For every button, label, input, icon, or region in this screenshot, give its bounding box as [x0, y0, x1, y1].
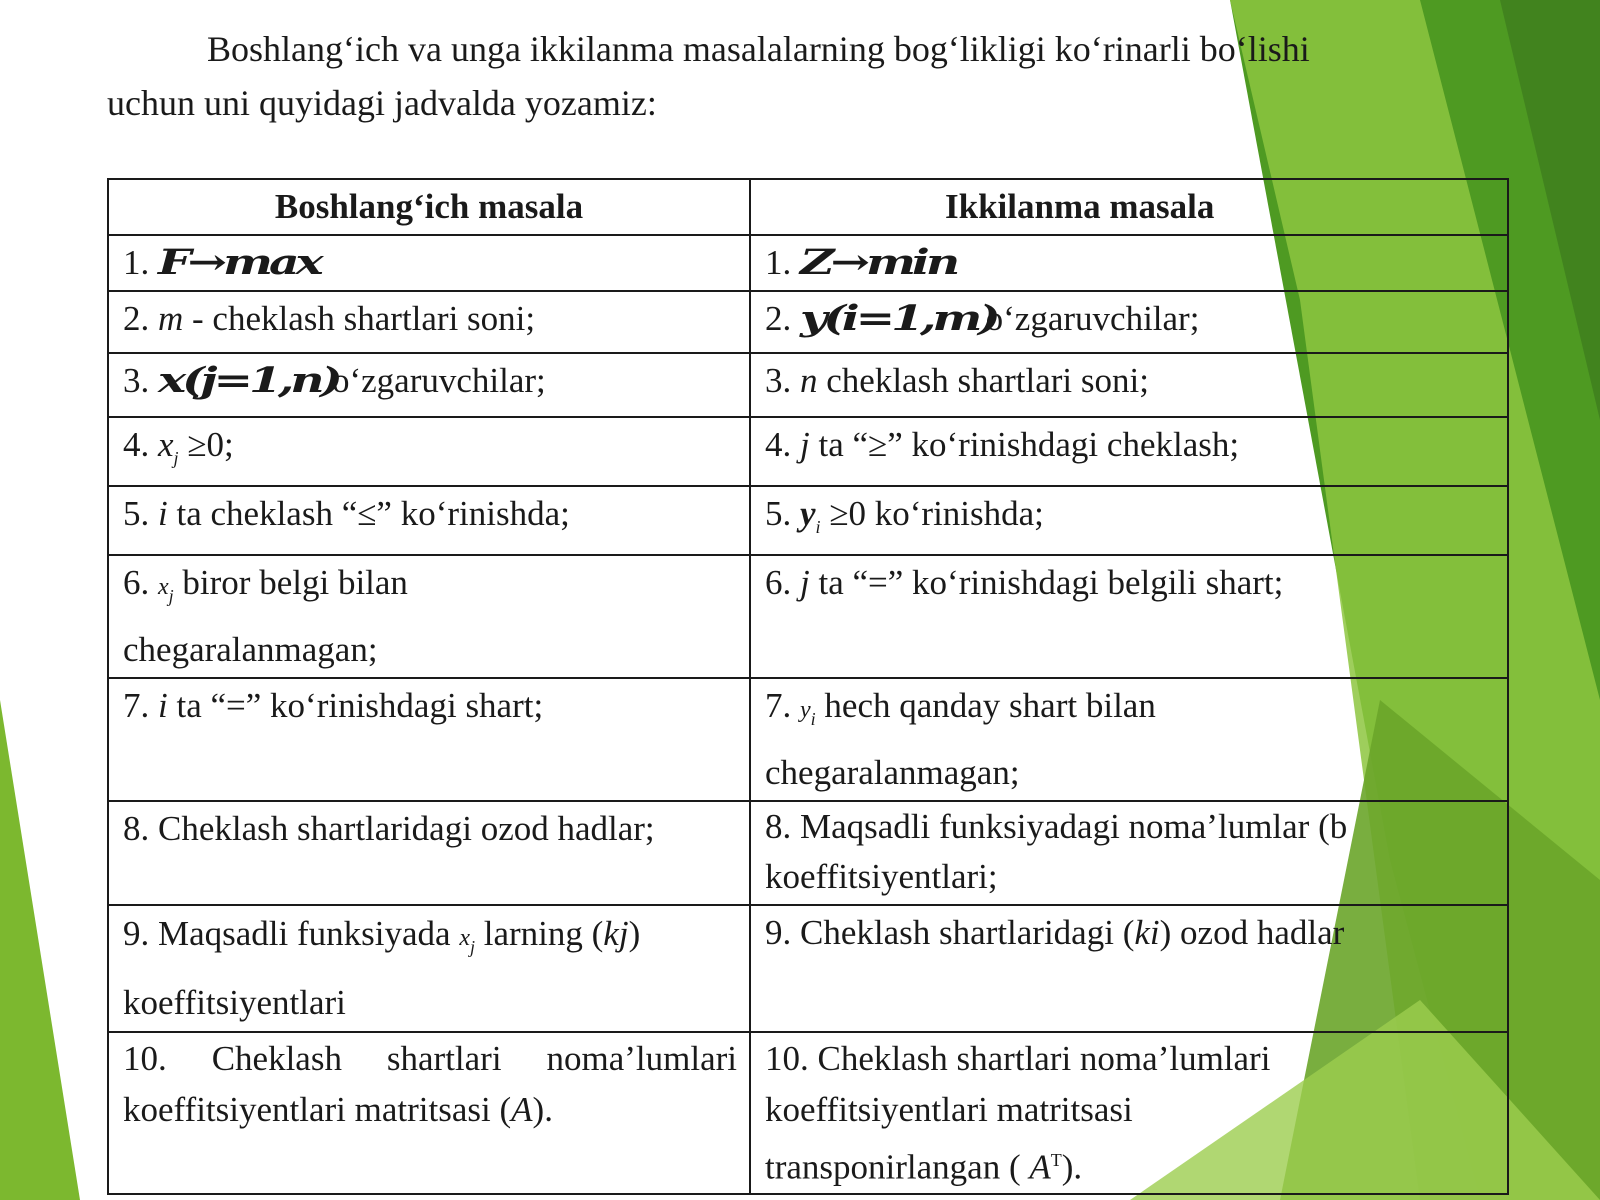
cell-text: ). [532, 1090, 553, 1129]
cell-text: o‘zgaruvchilar; [331, 361, 546, 400]
cell-primal [108, 801, 750, 905]
math-var: A [511, 1090, 533, 1129]
cell-dual [750, 1032, 1508, 1194]
math-subscript: j [173, 448, 179, 468]
intro-line-2: uchun uni quyidagi jadvalda yozamiz: [107, 83, 657, 123]
cell-text: 9. Cheklash shartlaridagi ( [765, 913, 1135, 952]
math-var: j [800, 563, 810, 602]
cell-text: ≥0; [178, 425, 234, 464]
intro-line-1: Boshlang‘ich va unga ikkilanma masalalarning bog‘likligi ko‘rinarli bo‘lishi [207, 29, 1310, 69]
cell-dual [750, 486, 1508, 555]
cell-text: ) [628, 914, 641, 953]
comparison-table [107, 178, 1509, 1195]
cell-text-line3: transponirlangan ( [765, 1147, 1030, 1187]
cell-text: ta “≥” ko‘rinishdagi cheklash; [809, 425, 1240, 464]
cell-text-line2: koeffitsiyentlari; [765, 857, 998, 896]
table-row [108, 801, 1508, 905]
formula-dual-variables: y(i=1,m) [800, 298, 997, 339]
cell-primal [108, 417, 750, 486]
cell-text: ta cheklash “≤” ko‘rinishda; [167, 494, 570, 533]
cell-text: 9. Maqsadli funksiyada [123, 914, 460, 953]
intro-paragraph [107, 22, 1397, 130]
cell-text-line2: chegaralanmagan; [123, 630, 378, 669]
table-header-row [108, 179, 1508, 235]
math-var: x [158, 425, 174, 464]
item-number: 4. [123, 425, 150, 464]
cell-primal [108, 235, 750, 291]
cell-text-line2: koeffitsiyentlari matritsasi [765, 1090, 1133, 1129]
cell-text: ta “=” ko‘rinishdagi shart; [167, 686, 544, 725]
math-var: x [459, 925, 470, 951]
cell-dual [750, 235, 1508, 291]
item-number: 5. [765, 494, 792, 533]
cell-text: 8. Maqsadli funksiyadagi noma’lumlar (b [765, 807, 1348, 846]
formula-objective-max: F→max [158, 242, 320, 283]
cell-dual [750, 353, 1508, 417]
header-primal: Boshlang‘ich masala [108, 179, 750, 235]
item-number: 2. [765, 299, 792, 338]
cell-text: cheklash shartlari soni; [817, 361, 1149, 400]
cell-primal [108, 291, 750, 353]
cell-text: hech qanday shart bilan [815, 686, 1156, 725]
comparison-table-wrapper [107, 178, 1399, 1187]
cell-primal [108, 678, 750, 801]
item-number: 7. [123, 686, 150, 725]
math-superscript: T [1050, 1150, 1062, 1170]
cell-dual [750, 555, 1508, 678]
item-number: 3. [765, 361, 792, 400]
math-var: A [1029, 1147, 1051, 1187]
formula-primal-variables: x(j=1,n) [158, 360, 339, 401]
item-number: 2. [123, 299, 150, 338]
math-var: m [158, 299, 184, 338]
cell-text: ) ozod hadlar [1159, 913, 1345, 952]
cell-dual [750, 801, 1508, 905]
cell-dual [750, 678, 1508, 801]
table-row [108, 1032, 1508, 1194]
math-var: i [158, 686, 168, 725]
cell-text: ≥0 ko‘rinishda; [820, 494, 1044, 533]
math-var: kj [603, 914, 629, 953]
item-number: 3. [123, 361, 150, 400]
item-number: 4. [765, 425, 792, 464]
cell-text: 10. Cheklash shartlari noma’lumlari [765, 1039, 1271, 1078]
item-number: 1. [123, 243, 150, 282]
cell-text: 8. Cheklash shartlaridagi ozod hadlar; [123, 809, 655, 848]
math-var: x [158, 574, 169, 600]
table-row [108, 235, 1508, 291]
math-var: y [800, 494, 816, 533]
item-number: 7. [765, 686, 792, 725]
table-row [108, 905, 1508, 1032]
header-dual: Ikkilanma masala [750, 179, 1508, 235]
cell-text-line2: chegaralanmagan; [765, 753, 1020, 792]
cell-text: larning ( [475, 914, 604, 953]
formula-objective-min: Z→min [800, 242, 957, 283]
cell-primal [108, 555, 750, 678]
cell-text-line2: koeffitsiyentlari [123, 983, 346, 1022]
cell-primal [108, 905, 750, 1032]
cell-text: - cheklash shartlari soni; [183, 299, 536, 338]
item-number: 6. [123, 563, 150, 602]
cell-text: 10. Cheklash shartlari noma’lumlari koeffitsiyentlari matritsasi ( [123, 1039, 737, 1129]
table-row [108, 678, 1508, 801]
math-var: j [800, 425, 810, 464]
cell-dual [750, 417, 1508, 486]
cell-text: ). [1061, 1147, 1083, 1187]
math-subscript: i [810, 709, 816, 729]
cell-text: biror belgi bilan [173, 563, 408, 602]
item-number: 6. [765, 563, 792, 602]
math-var: i [158, 494, 168, 533]
table-row [108, 555, 1508, 678]
cell-primal [108, 353, 750, 417]
math-var: ki [1134, 913, 1160, 952]
math-var: y [800, 697, 811, 723]
math-subscript: i [815, 517, 821, 537]
math-subscript: j [168, 586, 174, 606]
cell-primal [108, 1032, 750, 1194]
math-var: n [800, 361, 818, 400]
item-number: 5. [123, 494, 150, 533]
table-row [108, 291, 1508, 353]
math-subscript: j [469, 937, 475, 957]
cell-text: ta “=” ko‘rinishdagi belgili shart; [809, 563, 1284, 602]
cell-dual [750, 291, 1508, 353]
table-row [108, 486, 1508, 555]
item-number: 1. [765, 243, 792, 282]
cell-text: o‘zgaruvchilar; [985, 299, 1200, 338]
cell-dual [750, 905, 1508, 1032]
cell-primal [108, 486, 750, 555]
table-row [108, 353, 1508, 417]
table-row [108, 417, 1508, 486]
